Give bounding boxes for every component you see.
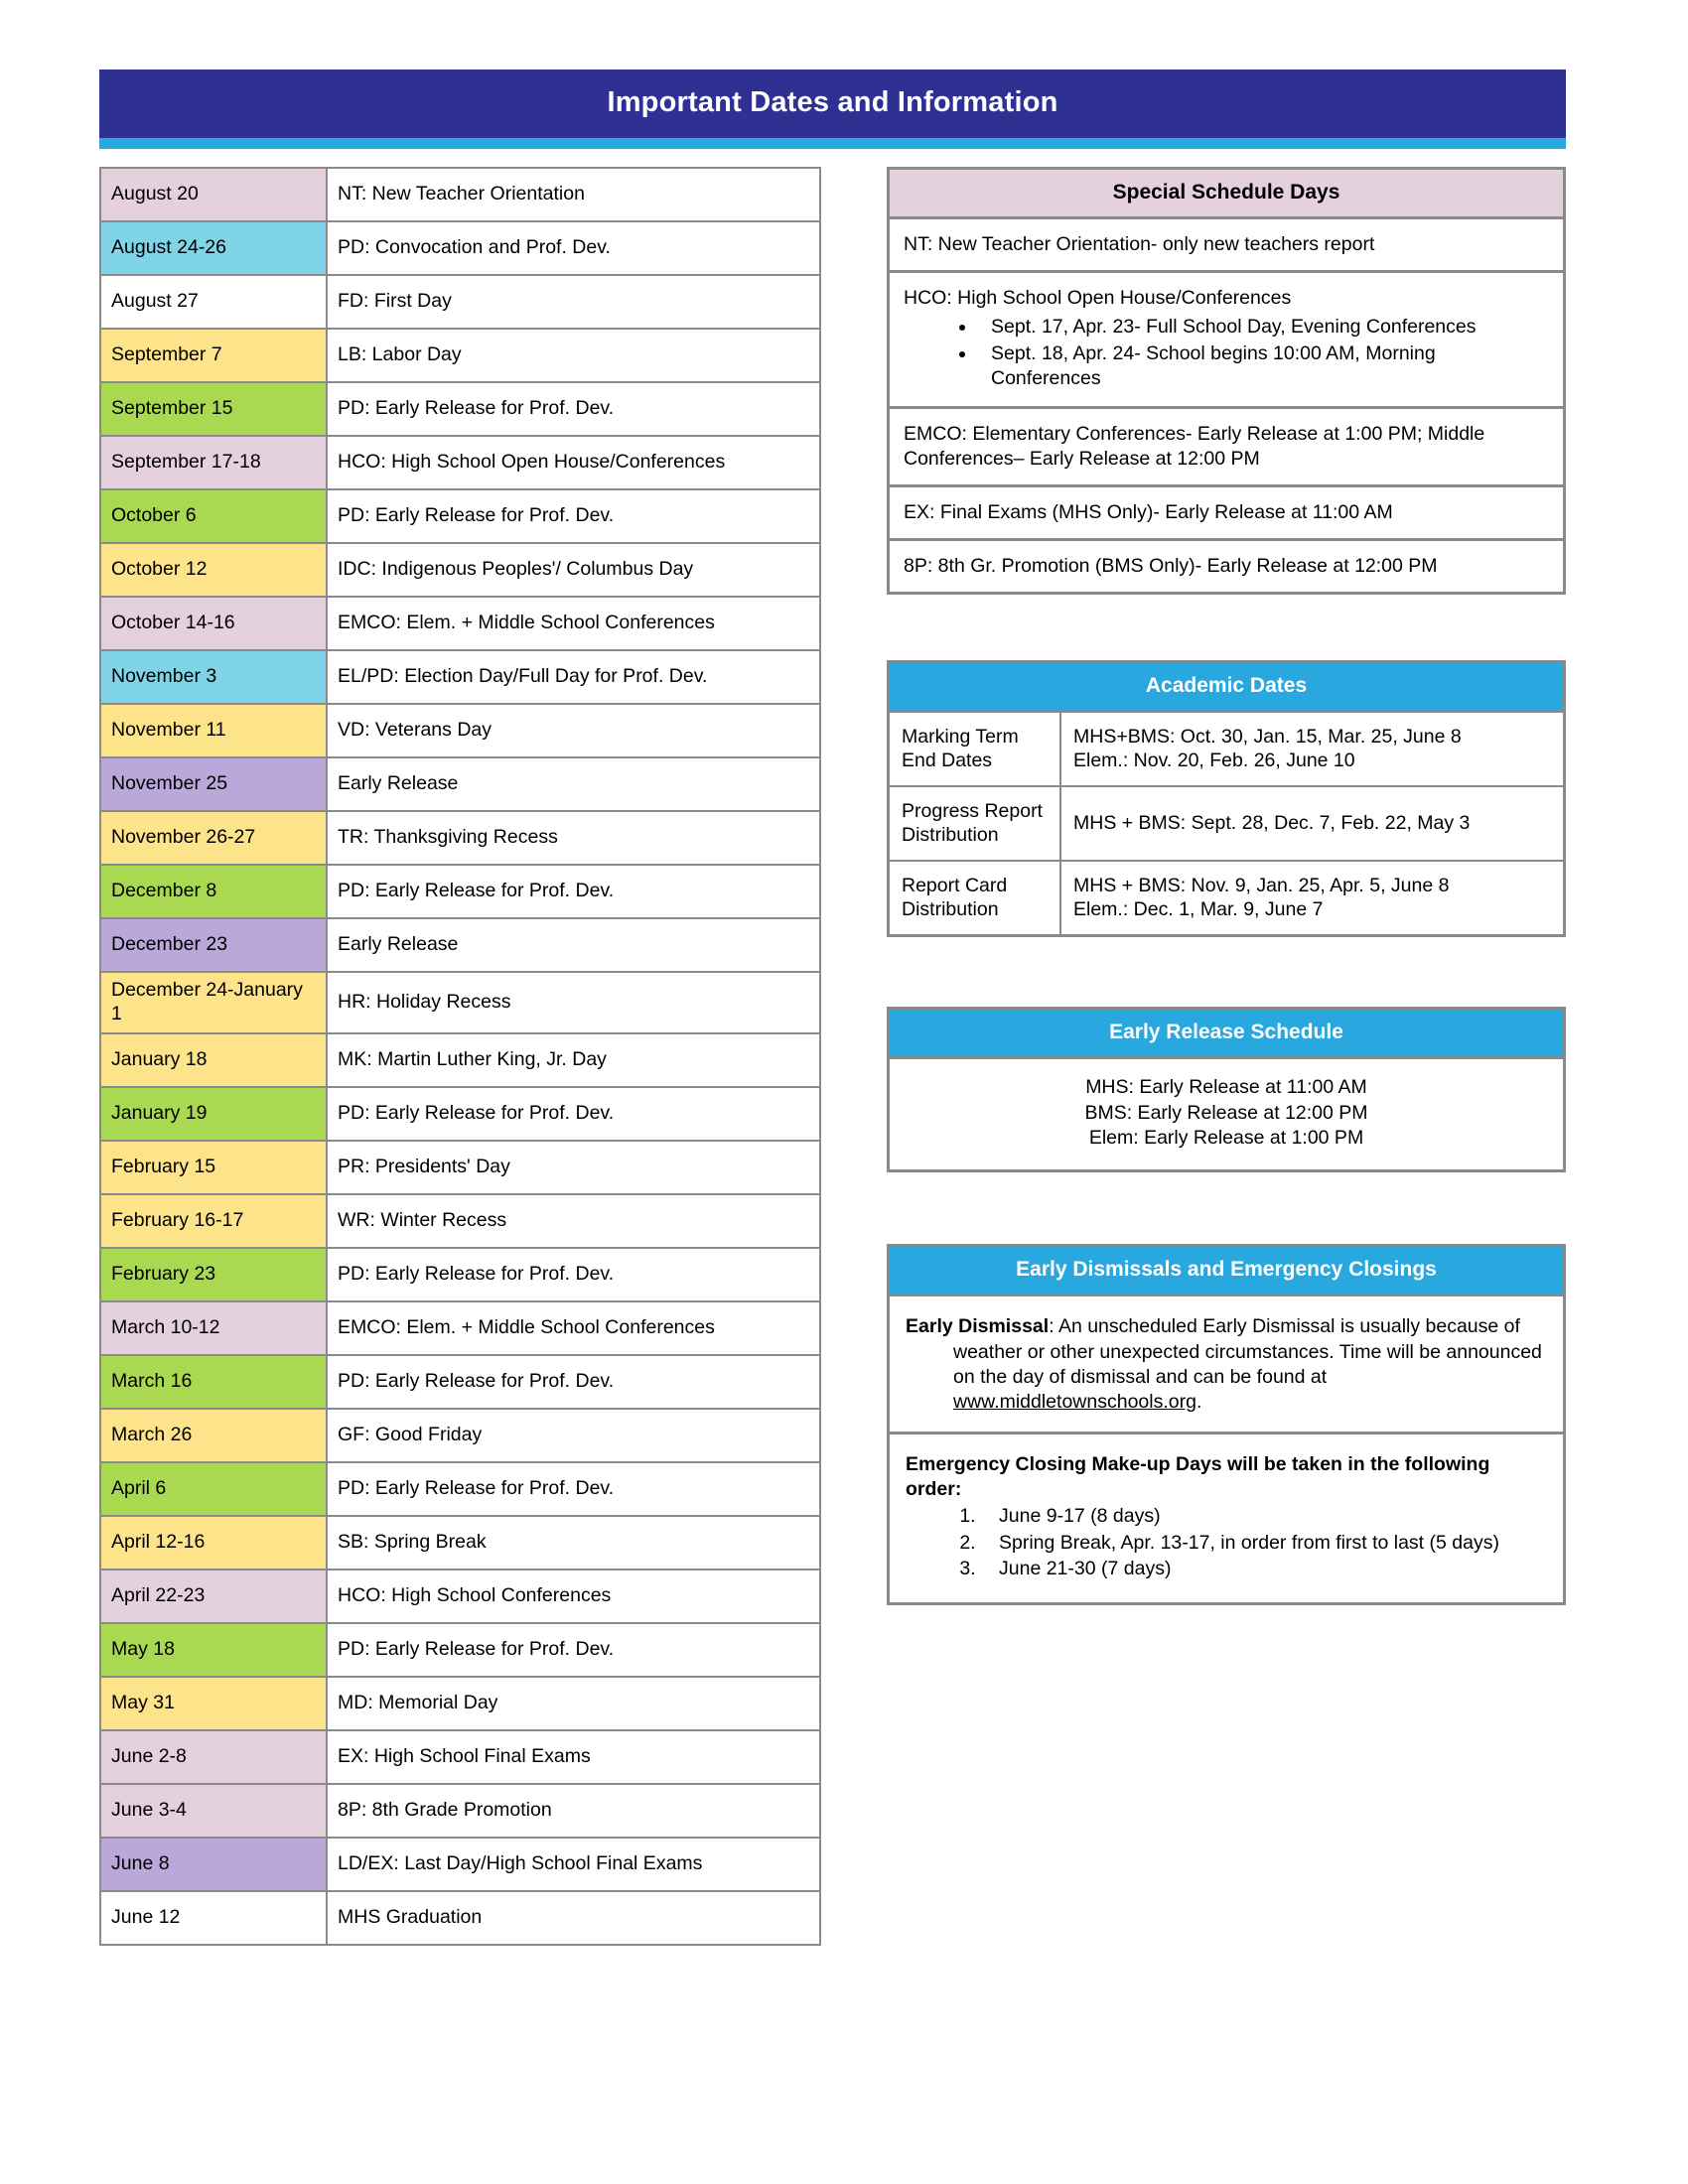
date-cell: February 16-17 bbox=[100, 1194, 327, 1248]
table-row bbox=[100, 436, 820, 489]
event-cell: HCO: High School Conferences bbox=[327, 1570, 820, 1623]
date-cell: October 14-16 bbox=[100, 597, 327, 650]
table-row bbox=[100, 1141, 820, 1194]
table-row bbox=[100, 1570, 820, 1623]
table-row bbox=[100, 1516, 820, 1570]
table-row bbox=[100, 1730, 820, 1784]
event-cell: MD: Memorial Day bbox=[327, 1677, 820, 1730]
event-cell: PD: Early Release for Prof. Dev. bbox=[327, 1623, 820, 1677]
table-row bbox=[100, 918, 820, 972]
district-website-link[interactable]: www.middletownschools.org bbox=[953, 1391, 1196, 1414]
early-release-line: Elem: Early Release at 1:00 PM bbox=[1088, 1127, 1364, 1150]
event-cell: PR: Presidents' Day bbox=[327, 1141, 820, 1194]
date-cell: March 10-12 bbox=[100, 1301, 327, 1355]
table-row bbox=[100, 650, 820, 704]
date-cell: February 23 bbox=[100, 1248, 327, 1301]
academic-row-label: Report Card Distribution bbox=[890, 861, 1060, 934]
table-row bbox=[100, 1677, 820, 1730]
event-cell: IDC: Indigenous Peoples'/ Columbus Day bbox=[327, 543, 820, 597]
table-row bbox=[100, 757, 820, 811]
early-release-line: MHS: Early Release at 11:00 AM bbox=[1085, 1075, 1367, 1098]
hco-title: HCO: High School Open House/Conferences bbox=[904, 286, 1292, 309]
academic-dates-title: Academic Dates bbox=[890, 663, 1563, 713]
table-row bbox=[100, 1194, 820, 1248]
table-row bbox=[890, 861, 1563, 934]
table-row bbox=[100, 221, 820, 275]
date-cell: November 11 bbox=[100, 704, 327, 757]
academic-dates-panel bbox=[887, 660, 1566, 937]
date-cell: November 3 bbox=[100, 650, 327, 704]
important-dates-column bbox=[99, 167, 821, 1946]
academic-row-line: MHS + BMS: Nov. 9, Jan. 25, Apr. 5, June 8 bbox=[1073, 874, 1450, 896]
panel-spacer-3 bbox=[887, 1172, 1566, 1244]
academic-row-line: Elem.: Dec. 1, Mar. 9, June 7 bbox=[1073, 898, 1324, 921]
event-cell: EL/PD: Election Day/Full Day for Prof. Dev. bbox=[327, 650, 820, 704]
date-cell: August 27 bbox=[100, 275, 327, 329]
date-cell: May 18 bbox=[100, 1623, 327, 1677]
table-row bbox=[100, 1355, 820, 1409]
panel-spacer-1 bbox=[887, 595, 1566, 660]
date-cell: June 8 bbox=[100, 1838, 327, 1891]
date-cell: September 15 bbox=[100, 382, 327, 436]
event-cell: PD: Early Release for Prof. Dev. bbox=[327, 1248, 820, 1301]
table-row bbox=[100, 1409, 820, 1462]
event-cell: GF: Good Friday bbox=[327, 1409, 820, 1462]
list-item: • Sept. 18, Apr. 24- School begins 10:00 AM, Morning Conferences bbox=[977, 341, 1549, 391]
event-cell: SB: Spring Break bbox=[327, 1516, 820, 1570]
event-cell: EMCO: Elem. + Middle School Conferences bbox=[327, 597, 820, 650]
table-row bbox=[100, 972, 820, 1033]
table-row bbox=[100, 1891, 820, 1945]
date-cell: June 2-8 bbox=[100, 1730, 327, 1784]
event-cell: MHS Graduation bbox=[327, 1891, 820, 1945]
date-cell: January 18 bbox=[100, 1033, 327, 1087]
special-schedule-8p-row: 8P: 8th Gr. Promotion (BMS Only)- Early Release at 12:00 PM bbox=[904, 554, 1438, 577]
date-cell: April 22-23 bbox=[100, 1570, 327, 1623]
table-row bbox=[100, 543, 820, 597]
list-item: 2. Spring Break, Apr. 13-17, in order from first to last (5 days) bbox=[981, 1531, 1547, 1556]
event-cell: HR: Holiday Recess bbox=[327, 972, 820, 1033]
table-row bbox=[890, 786, 1563, 861]
makeup-days-section bbox=[890, 1434, 1563, 1603]
table-row bbox=[100, 1462, 820, 1516]
special-schedule-days-panel bbox=[887, 167, 1566, 595]
important-dates-body bbox=[100, 168, 820, 1945]
table-row bbox=[100, 1784, 820, 1838]
date-cell: June 12 bbox=[100, 1891, 327, 1945]
early-release-schedule-title: Early Release Schedule bbox=[890, 1010, 1563, 1059]
hco-item-list bbox=[904, 315, 1549, 391]
academic-row-value bbox=[1060, 786, 1563, 861]
table-row bbox=[100, 865, 820, 918]
makeup-days-heading: Emergency Closing Make-up Days will be taken in the following order: bbox=[906, 1452, 1490, 1500]
date-cell: December 24-January 1 bbox=[100, 972, 327, 1033]
date-cell: December 8 bbox=[100, 865, 327, 918]
table-row bbox=[100, 168, 820, 221]
table-row bbox=[100, 1301, 820, 1355]
table-row bbox=[100, 1248, 820, 1301]
list-item: • Sept. 17, Apr. 23- Full School Day, Evening Conferences bbox=[977, 315, 1549, 340]
early-dismissal-lead-tail: . bbox=[1196, 1391, 1202, 1414]
special-schedule-nt-row: NT: New Teacher Orientation- only new teachers report bbox=[890, 219, 1563, 273]
info-panels-column bbox=[887, 167, 1566, 1605]
table-row bbox=[100, 489, 820, 543]
date-cell: March 26 bbox=[100, 1409, 327, 1462]
event-cell: 8P: 8th Grade Promotion bbox=[327, 1784, 820, 1838]
date-cell: November 26-27 bbox=[100, 811, 327, 865]
date-cell: September 7 bbox=[100, 329, 327, 382]
table-row bbox=[100, 1838, 820, 1891]
event-cell: PD: Early Release for Prof. Dev. bbox=[327, 1462, 820, 1516]
date-cell: May 31 bbox=[100, 1677, 327, 1730]
important-dates-table bbox=[99, 167, 821, 1946]
academic-row-line: Elem.: Nov. 20, Feb. 26, June 10 bbox=[1073, 750, 1355, 772]
date-cell: August 24-26 bbox=[100, 221, 327, 275]
date-cell: December 23 bbox=[100, 918, 327, 972]
event-cell: FD: First Day bbox=[327, 275, 820, 329]
makeup-days-list bbox=[906, 1504, 1547, 1581]
event-cell: PD: Early Release for Prof. Dev. bbox=[327, 382, 820, 436]
event-cell: LB: Labor Day bbox=[327, 329, 820, 382]
table-row bbox=[100, 382, 820, 436]
table-row bbox=[890, 713, 1563, 786]
event-cell: PD: Early Release for Prof. Dev. bbox=[327, 1087, 820, 1141]
table-row bbox=[100, 597, 820, 650]
early-dismissal-paragraph bbox=[906, 1314, 1547, 1415]
event-cell: HCO: High School Open House/Conferences bbox=[327, 436, 820, 489]
event-cell: LD/EX: Last Day/High School Final Exams bbox=[327, 1838, 820, 1891]
academic-row-value bbox=[1060, 861, 1563, 934]
special-schedule-emco-row: EMCO: Elementary Conferences- Early Release at 1:00 PM; Middle Conferences– Early Release at 12:00 PM bbox=[890, 409, 1563, 487]
table-row bbox=[100, 1033, 820, 1087]
early-dismissal-description bbox=[890, 1297, 1563, 1433]
date-cell: August 20 bbox=[100, 168, 327, 221]
date-cell: October 6 bbox=[100, 489, 327, 543]
page-title: Important Dates and Information bbox=[99, 69, 1566, 138]
date-cell: October 12 bbox=[100, 543, 327, 597]
table-row bbox=[100, 275, 820, 329]
table-row bbox=[100, 1087, 820, 1141]
academic-dates-body bbox=[890, 713, 1563, 934]
date-cell: February 15 bbox=[100, 1141, 327, 1194]
academic-row-value bbox=[1060, 713, 1563, 786]
date-cell: April 6 bbox=[100, 1462, 327, 1516]
date-cell: April 12-16 bbox=[100, 1516, 327, 1570]
event-cell: TR: Thanksgiving Recess bbox=[327, 811, 820, 865]
date-cell: January 19 bbox=[100, 1087, 327, 1141]
special-schedule-days-title: Special Schedule Days bbox=[890, 170, 1563, 219]
event-cell: EX: High School Final Exams bbox=[327, 1730, 820, 1784]
academic-row-line: MHS + BMS: Sept. 28, Dec. 7, Feb. 22, May 3 bbox=[1073, 811, 1471, 834]
early-dismissal-lead-label: Early Dismissal bbox=[906, 1315, 1050, 1338]
event-cell: Early Release bbox=[327, 757, 820, 811]
event-cell: PD: Early Release for Prof. Dev. bbox=[327, 865, 820, 918]
early-dismissals-title: Early Dismissals and Emergency Closings bbox=[890, 1247, 1563, 1297]
event-cell: MK: Martin Luther King, Jr. Day bbox=[327, 1033, 820, 1087]
academic-row-label: Marking Term End Dates bbox=[890, 713, 1060, 786]
event-cell: NT: New Teacher Orientation bbox=[327, 168, 820, 221]
table-row bbox=[100, 704, 820, 757]
panel-spacer-2 bbox=[887, 937, 1566, 1007]
event-cell: PD: Convocation and Prof. Dev. bbox=[327, 221, 820, 275]
event-cell: PD: Early Release for Prof. Dev. bbox=[327, 489, 820, 543]
date-cell: November 25 bbox=[100, 757, 327, 811]
event-cell: PD: Early Release for Prof. Dev. bbox=[327, 1355, 820, 1409]
early-dismissals-panel bbox=[887, 1244, 1566, 1605]
event-cell: EMCO: Elem. + Middle School Conferences bbox=[327, 1301, 820, 1355]
list-item: 3. June 21-30 (7 days) bbox=[981, 1557, 1547, 1581]
event-cell: Early Release bbox=[327, 918, 820, 972]
table-row bbox=[100, 811, 820, 865]
title-accent-rule bbox=[99, 138, 1566, 149]
date-cell: March 16 bbox=[100, 1355, 327, 1409]
table-row bbox=[100, 329, 820, 382]
early-release-line: BMS: Early Release at 12:00 PM bbox=[1084, 1101, 1368, 1124]
date-cell: September 17-18 bbox=[100, 436, 327, 489]
special-schedule-ex-row: EX: Final Exams (MHS Only)- Early Release at 11:00 AM bbox=[890, 487, 1563, 541]
academic-row-label: Progress Report Distribution bbox=[890, 786, 1060, 861]
table-row bbox=[100, 1623, 820, 1677]
event-cell: WR: Winter Recess bbox=[327, 1194, 820, 1248]
early-dismissal-lead-text: : An unscheduled Early Dismissal is usually because of weather or other unexpected circumstances. Time will be announced on the day of dismissal and can be found at bbox=[953, 1315, 1542, 1388]
early-release-schedule-body bbox=[890, 1059, 1563, 1169]
page-header bbox=[99, 69, 1566, 149]
early-release-schedule-panel bbox=[887, 1007, 1566, 1172]
date-cell: June 3-4 bbox=[100, 1784, 327, 1838]
list-item: 1. June 9-17 (8 days) bbox=[981, 1504, 1547, 1529]
academic-row-line: MHS+BMS: Oct. 30, Jan. 15, Mar. 25, June 8 bbox=[1073, 725, 1462, 748]
event-cell: VD: Veterans Day bbox=[327, 704, 820, 757]
academic-dates-table bbox=[890, 713, 1563, 934]
special-schedule-hco-row bbox=[890, 273, 1563, 409]
